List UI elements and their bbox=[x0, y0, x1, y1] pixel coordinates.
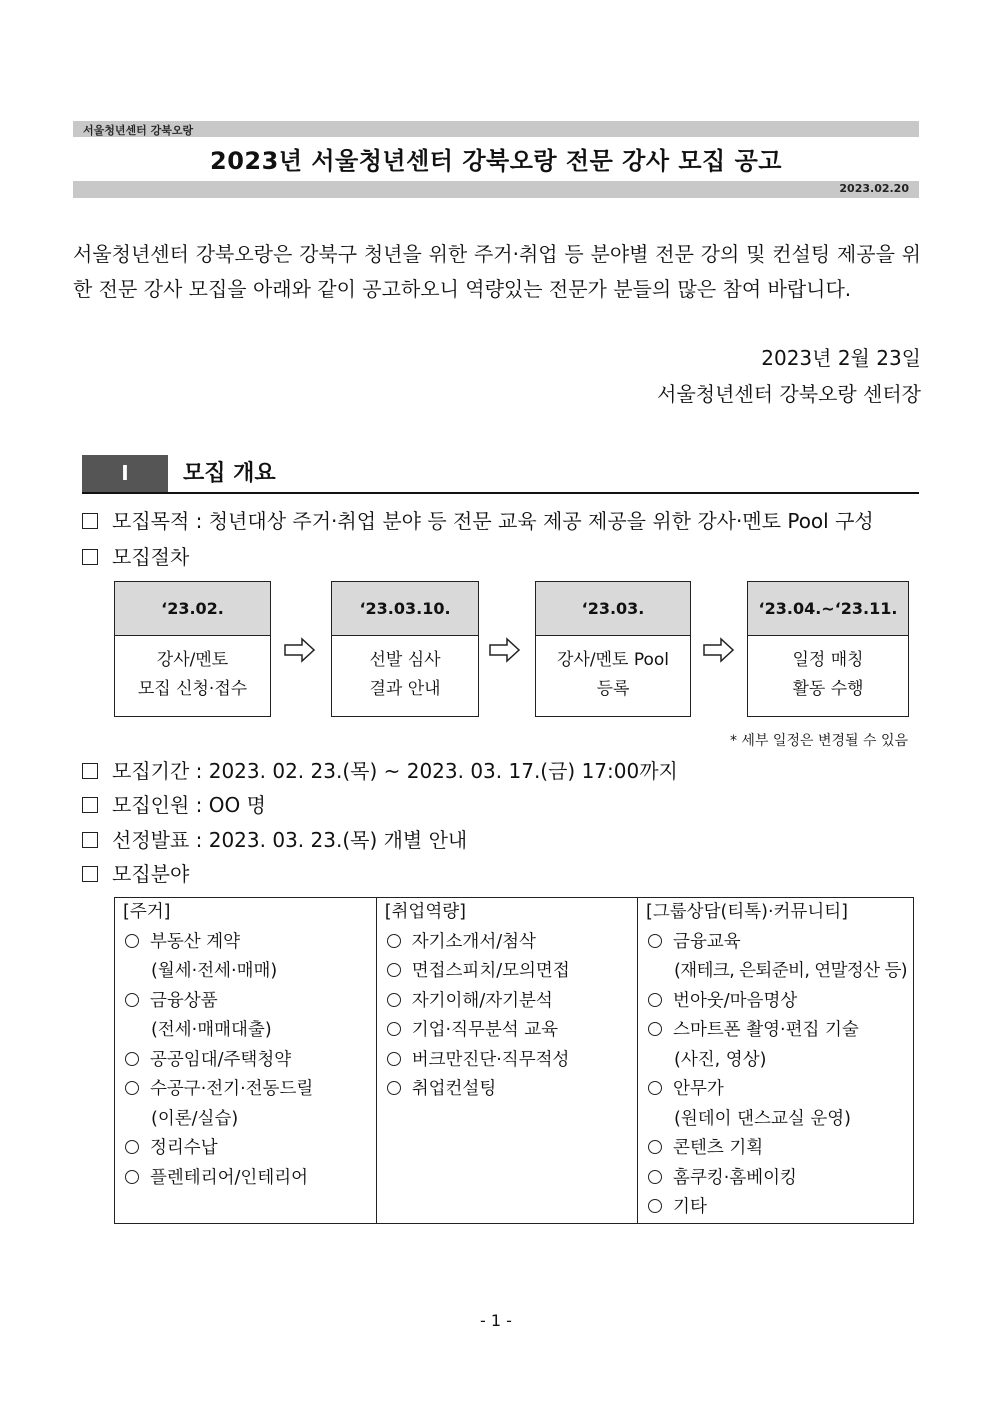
fields-label: 모집분야 bbox=[112, 862, 190, 886]
checkbox-square-icon bbox=[82, 549, 98, 565]
fields-item bbox=[82, 858, 189, 887]
purpose-text: 모집목적 : 청년대상 주거·취업 분야 등 전문 교육 제공 제공을 위한 강사·멘토 Pool 구성 bbox=[112, 509, 874, 533]
list-item-detail: (재테크, 은퇴준비, 연말정산 등) bbox=[674, 961, 907, 981]
circle-bullet-icon bbox=[387, 963, 401, 977]
circle-bullet-icon bbox=[648, 1081, 662, 1095]
list-item: 부동산 계약 bbox=[121, 928, 370, 958]
process-step-1 bbox=[114, 581, 271, 717]
header-org-bar bbox=[73, 121, 919, 137]
fields-column-housing bbox=[115, 898, 377, 1224]
circle-bullet-icon bbox=[125, 1170, 139, 1184]
process-step-3 bbox=[535, 581, 691, 717]
list-item: 취업컨설팅 bbox=[383, 1075, 631, 1105]
checkbox-square-icon bbox=[82, 797, 98, 813]
procedure-label: 모집절차 bbox=[112, 545, 190, 569]
circle-bullet-icon bbox=[387, 1081, 401, 1095]
period-text: 모집기간 : 2023. 02. 23.(목) ~ 2023. 03. 17.(금) 17:00까지 bbox=[112, 759, 678, 783]
purpose-item bbox=[82, 505, 874, 534]
list-item-detail: (월세·전세·매매) bbox=[151, 961, 278, 981]
circle-bullet-icon bbox=[125, 1081, 139, 1095]
list-item: 공공임대/주택청약 bbox=[121, 1046, 370, 1076]
circle-bullet-icon bbox=[387, 1052, 401, 1066]
intro-paragraph: 서울청년센터 강북오랑은 강북구 청년을 위한 주거·취업 등 분야별 전문 강의 및 컨설팅 제공을 위한 전문 강사 모집을 아래와 같이 공고하오니 역량있는 전문가 분들의 많은 참여 바랍니다. bbox=[73, 242, 921, 301]
announcement-item bbox=[82, 824, 467, 853]
category-label: [그룹상담(티톡)·커뮤니티] bbox=[646, 902, 848, 922]
fields-column-employment bbox=[376, 898, 637, 1224]
step-date: ‘23.04.~‘23.11. bbox=[748, 582, 908, 636]
list-item: 면접스피치/모의면접 bbox=[383, 957, 631, 987]
checkbox-square-icon bbox=[82, 513, 98, 529]
list-item: 금융상품 bbox=[121, 987, 370, 1017]
process-step-4 bbox=[747, 581, 909, 717]
circle-bullet-icon bbox=[648, 1022, 662, 1036]
circle-bullet-icon bbox=[648, 934, 662, 948]
list-item: 플렌테리어/인테리어 bbox=[121, 1164, 370, 1194]
step-date: ‘23.03.10. bbox=[332, 582, 478, 636]
circle-bullet-icon bbox=[387, 1022, 401, 1036]
arrow-right-icon bbox=[284, 637, 316, 663]
section-title: 모집 개요 bbox=[183, 461, 276, 486]
announcement-date: 2023년 2월 23일 bbox=[761, 346, 921, 370]
list-item: 안무가 bbox=[644, 1075, 907, 1105]
list-item: 홈쿠킹·홈베이킹 bbox=[644, 1164, 907, 1194]
period-item bbox=[82, 755, 678, 784]
checkbox-square-icon bbox=[82, 763, 98, 779]
checkbox-square-icon bbox=[82, 866, 98, 882]
step-line2: 모집 신청·접수 bbox=[137, 679, 248, 699]
list-item: 기업·직무분석 교육 bbox=[383, 1016, 631, 1046]
step-line2: 결과 안내 bbox=[369, 679, 441, 699]
list-item: 버크만진단·직무적성 bbox=[383, 1046, 631, 1076]
list-item-detail: (전세·매매대출) bbox=[151, 1020, 272, 1040]
page-number: - 1 - bbox=[480, 1311, 512, 1330]
list-item: 정리수납 bbox=[121, 1134, 370, 1164]
list-item: 번아웃/마음명상 bbox=[644, 987, 907, 1017]
fields-table bbox=[114, 897, 914, 1224]
category-label: [취업역량] bbox=[384, 902, 466, 922]
step-line1: 강사/멘토 bbox=[156, 650, 229, 670]
page-title: 2023년 서울청년센터 강북오랑 전문 강사 모집 공고 bbox=[210, 147, 782, 175]
header-org-label: 서울청년센터 강북오랑 bbox=[83, 124, 194, 137]
list-item: 자기소개서/첨삭 bbox=[383, 928, 631, 958]
step-line2: 등록 bbox=[596, 679, 630, 699]
headcount-text: 모집인원 : OO 명 bbox=[112, 793, 266, 817]
list-item-detail: (이론/실습) bbox=[151, 1108, 239, 1129]
list-item: 기타 bbox=[644, 1193, 907, 1223]
list-item: 스마트폰 촬영·편집 기술 bbox=[644, 1016, 907, 1046]
process-step-2 bbox=[331, 581, 479, 717]
list-item-detail: (원데이 댄스교실 운영) bbox=[674, 1108, 851, 1129]
arrow-right-icon bbox=[489, 637, 521, 663]
list-item: 금융교육 bbox=[644, 928, 907, 958]
list-item-detail: (사진, 영상) bbox=[674, 1049, 767, 1070]
header-date-bar bbox=[73, 181, 919, 198]
list-item: 콘텐츠 기획 bbox=[644, 1134, 907, 1164]
procedure-item bbox=[82, 541, 189, 570]
signature: 서울청년센터 강북오랑 센터장 bbox=[657, 382, 921, 406]
list-item: 자기이해/자기분석 bbox=[383, 987, 631, 1017]
announcement-text: 선정발표 : 2023. 03. 23.(목) 개별 안내 bbox=[112, 828, 468, 852]
schedule-note: * 세부 일정은 변경될 수 있음 bbox=[729, 733, 908, 749]
step-line1: 일정 매칭 bbox=[792, 650, 864, 670]
circle-bullet-icon bbox=[387, 993, 401, 1007]
fields-column-community bbox=[638, 898, 914, 1224]
step-line2: 활동 수행 bbox=[792, 679, 864, 699]
circle-bullet-icon bbox=[648, 993, 662, 1007]
circle-bullet-icon bbox=[648, 1170, 662, 1184]
circle-bullet-icon bbox=[125, 1140, 139, 1154]
checkbox-square-icon bbox=[82, 832, 98, 848]
headcount-item bbox=[82, 789, 266, 818]
circle-bullet-icon bbox=[125, 993, 139, 1007]
step-date: ‘23.02. bbox=[115, 582, 270, 636]
step-date: ‘23.03. bbox=[536, 582, 690, 636]
list-item: 수공구·전기·전동드릴 bbox=[121, 1075, 370, 1105]
circle-bullet-icon bbox=[125, 1052, 139, 1066]
step-line1: 강사/멘토 Pool bbox=[557, 650, 669, 670]
category-label: [주거] bbox=[123, 902, 171, 922]
circle-bullet-icon bbox=[125, 934, 139, 948]
section-divider bbox=[82, 492, 919, 494]
header-date-label: 2023.02.20 bbox=[839, 182, 909, 195]
circle-bullet-icon bbox=[648, 1140, 662, 1154]
circle-bullet-icon bbox=[648, 1199, 662, 1213]
step-line1: 선발 심사 bbox=[369, 650, 441, 670]
arrow-right-icon bbox=[703, 637, 735, 663]
section-number: I bbox=[82, 455, 168, 492]
circle-bullet-icon bbox=[387, 934, 401, 948]
